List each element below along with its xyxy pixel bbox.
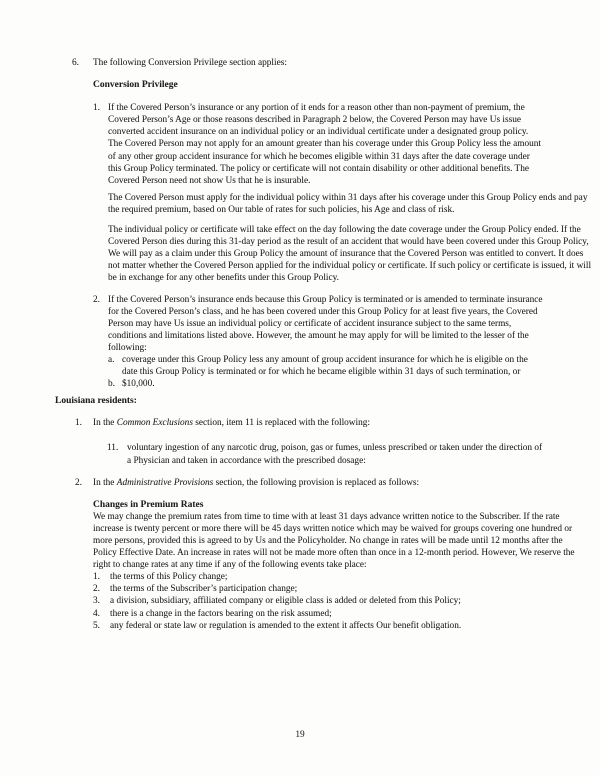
premium-event-1: [55, 571, 543, 583]
section-6-item: [55, 57, 543, 69]
premium-event-4: [55, 608, 543, 620]
conversion-item-1-text: If the Covered Person’s insurance or any portion of it ends for a reason other than non-payment of premium, the Covered Person’s Age or those reasons described in Paragraph 2 below, the Covered Person may have Us issue converted accident insurance on an individual policy or an individual certificate under a designated group policy. The Covered Person may not apply for an amount greater than his coverage under this Group Policy less the amount of any other group accident insurance for which he becomes eligible within 31 days after the date coverage under this Group Policy terminated. The policy or certificate will not contain disability or other additional benefits. The Covered Person need not show Us that he is insurable.: [108, 103, 541, 186]
conversion-item-1: [55, 102, 543, 187]
louisiana-residents-heading: Louisiana residents:: [55, 396, 137, 407]
louisiana-item-11-clause: [55, 442, 543, 466]
conversion-item-2-text: If the Covered Person’s insurance ends because this Group Policy is terminated or is amended to terminate insurance for the Covered Person’s class, and he has been covered under this Group Policy for at least five years, the Covered Person may have Us issue an individual policy or certificate of accident insurance subject to the same terms, conditions and limitations listed above. However, the amount he may apply for will be limited to the lesser of the following:: [108, 294, 543, 353]
premium-event-4-text: there is a change in the factors bearing on the risk assumed;: [110, 608, 332, 619]
louisiana-item-2: [55, 477, 543, 489]
premium-event-3: [55, 595, 543, 607]
premium-event-2: [55, 583, 543, 595]
louisiana-item-11-text: voluntary ingestion of any narcotic drug, poison, gas or fumes, unless prescribed or taken under the direction of a Physician and taken in accordance with the prescribed dosage:: [127, 443, 543, 466]
louisiana-item-2-prefix: In the: [93, 477, 117, 488]
conversion-item-2: [55, 294, 543, 354]
premium-event-1-text: the terms of this Policy change;: [110, 572, 228, 583]
section-6-number: 6.: [72, 58, 79, 68]
page-number: 19: [295, 730, 305, 740]
premium-event-1-number: 1.: [93, 572, 100, 583]
louisiana-item-11-number: 11.: [107, 443, 119, 454]
louisiana-item-1-section-name: Common Exclusions: [116, 418, 193, 429]
premium-event-5: [55, 620, 543, 632]
section-6-intro: The following Conversion Privilege section applies:: [93, 58, 287, 68]
premium-event-2-text: the terms of the Subscriber’s participation change;: [110, 584, 298, 595]
conversion-item-1-paragraph-3: The individual policy or certificate will take effect on the day following the date coverage under the Group Policy ended. If the Covered Person dies during this 31-day period as the result of an accident that would have been covered under this Group Policy, We will pay as a claim under this Group Policy the amount of insurance that the Covered Person was entitled to convert. It does not matter whether the Covered Person applied for the individual policy or certificate. If such policy or certificate is issued, it will be in exchange for any other benefits under this Group Policy.: [108, 225, 592, 284]
conversion-item-1-paragraph-2: The Covered Person must apply for the individual policy within 31 days after his coverage under this Group Policy ends and pay the required premium, based on Our table of rates for such policies, his Age and class of risk.: [108, 192, 588, 215]
louisiana-item-1-suffix: section, item 11 is replaced with the following:: [192, 418, 370, 429]
conversion-item-2b: [55, 378, 543, 390]
louisiana-item-1-number: 1.: [75, 418, 82, 429]
premium-event-5-number: 5.: [93, 620, 100, 631]
changes-in-premium-rates-heading: Changes in Premium Rates: [93, 499, 204, 510]
louisiana-item-1-text: [93, 417, 543, 429]
premium-event-2-number: 2.: [93, 584, 100, 595]
conversion-item-2a: [55, 354, 543, 378]
louisiana-item-1: [55, 417, 543, 429]
conversion-item-2a-text: coverage under this Group Policy less any amount of group accident insurance for which he is eligible on the date this Group Policy is terminated or for which he became eligible within 31 days of such termination, or: [122, 354, 528, 378]
louisiana-item-2-section-name: Administrative Provisions: [116, 477, 214, 488]
conversion-privilege-heading: Conversion Privilege: [93, 80, 178, 91]
conversion-item-2b-text: $10,000.: [122, 379, 155, 390]
louisiana-item-2-number: 2.: [75, 477, 82, 488]
conversion-item-2a-letter: a.: [108, 354, 115, 365]
premium-event-4-number: 4.: [93, 608, 100, 619]
louisiana-item-1-prefix: In the: [93, 418, 117, 429]
premium-event-3-text: a division, subsidiary, affiliated company or eligible class is added or deleted from this Policy;: [110, 596, 461, 607]
conversion-item-2b-letter: b.: [108, 379, 115, 390]
page-content: [55, 57, 592, 632]
louisiana-item-2-suffix: section, the following provision is replaced as follows:: [213, 477, 420, 488]
louisiana-item-2-text: [93, 477, 543, 489]
conversion-item-1-number: 1.: [93, 103, 100, 114]
conversion-item-2-number: 2.: [93, 294, 100, 305]
premium-event-3-number: 3.: [93, 596, 100, 607]
premium-event-5-text: any federal or state law or regulation is amended to the extent it affects Our benefit obligation.: [110, 620, 462, 631]
premium-rates-body: We may change the premium rates from time to time with at least 31 days advance written notice to the Subscriber. If the rate increase is twenty percent or more there will be 45 days written notice which may be waived for groups covering one hundred or more persons, provided this is agreed to by Us and the Policyholder. No change in rates will be made until 12 months after the Policy Effective Date. An increase in rates will not be made more often than once in a 12-month period. However, We reserve the right to change rates at any time if any of the following events take place:: [93, 511, 575, 571]
